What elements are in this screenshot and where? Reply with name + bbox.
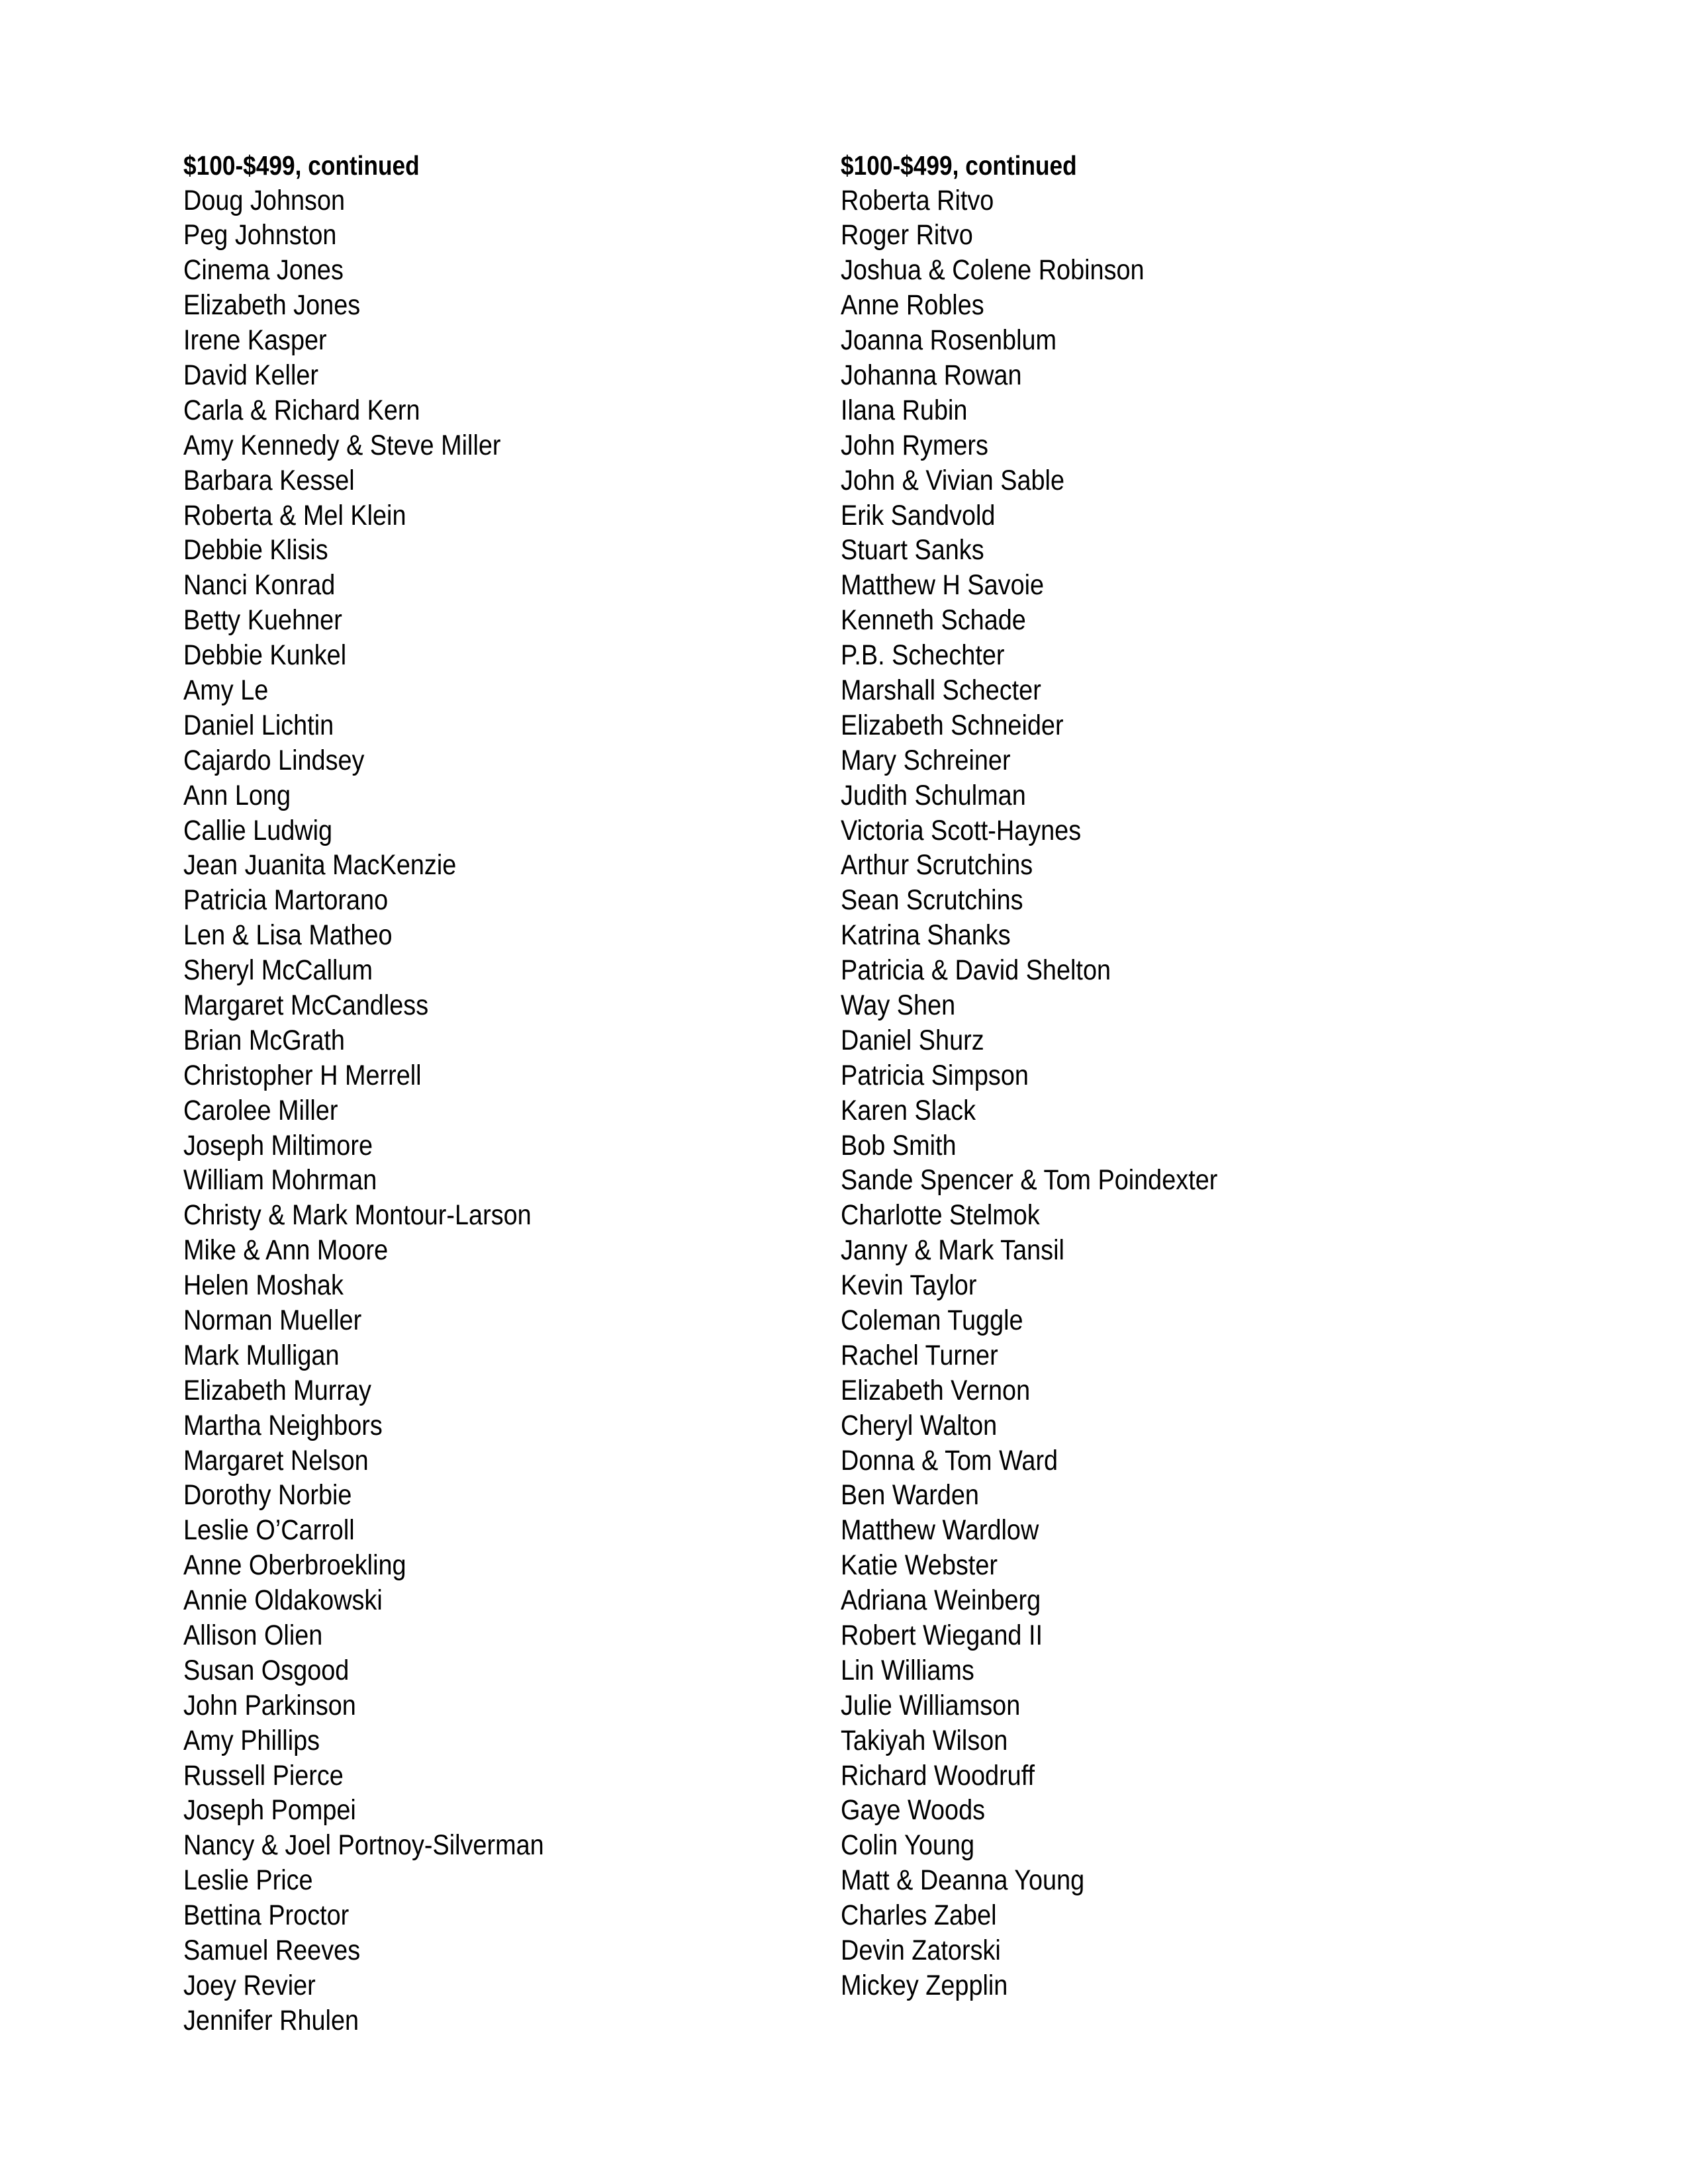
donor-name: Barbara Kessel [183, 464, 355, 496]
donor-name: Susan Osgood [183, 1654, 350, 1686]
donor-name: Katrina Shanks [841, 919, 1011, 952]
donor-name: Allison Olien [183, 1619, 323, 1652]
donor-name: Mickey Zepplin [841, 1969, 1008, 2001]
donor-name: Marshall Schecter [841, 674, 1041, 706]
donor-name: Katie Webster [841, 1549, 998, 1582]
donor-name: Charlotte Stelmok [841, 1199, 1040, 1232]
donor-name-list [841, 183, 1569, 2003]
donor-name: Gaye Woods [841, 1794, 986, 1827]
donor-name: John & Vivian Sable [841, 464, 1065, 496]
donor-name: Charles Zabel [841, 1899, 997, 1932]
donor-name: Mike & Ann Moore [183, 1234, 389, 1267]
donor-name: Ben Warden [841, 1479, 979, 1512]
donor-name: Annie Oldakowski [183, 1584, 383, 1617]
donor-name: Debbie Klisis [183, 534, 328, 567]
donor-name: Adriana Weinberg [841, 1584, 1041, 1617]
donor-name: Debbie Kunkel [183, 639, 347, 672]
donor-name: Christy & Mark Montour-Larson [183, 1199, 532, 1232]
donor-name: Sande Spencer & Tom Poindexter [841, 1164, 1218, 1197]
donor-name: Roberta & Mel Klein [183, 499, 406, 531]
donor-name: Anne Robles [841, 289, 984, 322]
donor-name: Janny & Mark Tansil [841, 1234, 1064, 1267]
donor-name: Leslie O’Carroll [183, 1514, 355, 1547]
donor-name: Brian McGrath [183, 1024, 345, 1056]
donor-name: Carolee Miller [183, 1094, 338, 1126]
donor-name: Sheryl McCallum [183, 954, 373, 987]
donor-name: Joanna Rosenblum [841, 324, 1057, 357]
donor-name: Karen Slack [841, 1094, 976, 1126]
donor-name: Margaret McCandless [183, 989, 429, 1021]
donor-name: Daniel Lichtin [183, 709, 334, 741]
donor-name: Amy Kennedy & Steve Miller [183, 429, 501, 461]
donor-name: Erik Sandvold [841, 499, 996, 531]
donor-tier-heading: $100-$499, continued [183, 150, 420, 181]
donor-name: Mary Schreiner [841, 744, 1011, 776]
donor-name: Roger Ritvo [841, 219, 973, 251]
donor-name: Ilana Rubin [841, 394, 968, 426]
donor-name: Elizabeth Schneider [841, 709, 1064, 741]
donor-name: Russell Pierce [183, 1759, 344, 1792]
donor-name: Martha Neighbors [183, 1409, 383, 1441]
donor-name: Margaret Nelson [183, 1444, 369, 1477]
donor-name: Samuel Reeves [183, 1934, 361, 1967]
donor-name: Robert Wiegand II [841, 1619, 1043, 1652]
donor-name: Cajardo Lindsey [183, 744, 365, 776]
donor-name: Elizabeth Jones [183, 289, 361, 322]
donor-name: Rachel Turner [841, 1339, 998, 1371]
donor-name: Jennifer Rhulen [183, 2004, 359, 2036]
donor-name: Roberta Ritvo [841, 184, 994, 216]
donor-name: Bob Smith [841, 1129, 957, 1161]
donor-name: William Mohrman [183, 1164, 377, 1197]
donor-name: Daniel Shurz [841, 1024, 984, 1056]
donor-name: Patricia Simpson [841, 1059, 1029, 1091]
donor-name: Devin Zatorski [841, 1934, 1001, 1967]
donor-name: Richard Woodruff [841, 1759, 1035, 1792]
donor-name: Patricia & David Shelton [841, 954, 1111, 987]
donor-name: Way Shen [841, 989, 956, 1021]
donor-name: David Keller [183, 359, 319, 391]
donor-name: Anne Oberbroekling [183, 1549, 406, 1582]
donor-name: Leslie Price [183, 1864, 313, 1897]
donor-name: Kevin Taylor [841, 1269, 977, 1302]
donor-name: Colin Young [841, 1829, 975, 1862]
donor-name: Mark Mulligan [183, 1339, 340, 1371]
donor-name: Arthur Scrutchins [841, 849, 1033, 882]
donor-name: Dorothy Norbie [183, 1479, 352, 1512]
donor-column-right [841, 148, 1569, 2003]
donor-name: John Rymers [841, 429, 988, 461]
donor-name: Kenneth Schade [841, 604, 1026, 637]
donor-name: Matt & Deanna Young [841, 1864, 1085, 1897]
donor-name: Judith Schulman [841, 779, 1026, 811]
donor-name: Elizabeth Vernon [841, 1374, 1031, 1406]
donor-name: Doug Johnson [183, 184, 346, 216]
donor-name: Stuart Sanks [841, 534, 984, 567]
donor-name: Christopher H Merrell [183, 1059, 422, 1091]
donor-name: Cheryl Walton [841, 1409, 998, 1441]
donor-name: Carla & Richard Kern [183, 394, 420, 426]
donor-name: Jean Juanita MacKenzie [183, 849, 457, 882]
donor-name: Len & Lisa Matheo [183, 919, 393, 952]
donor-name: Amy Le [183, 674, 269, 706]
donor-name: Lin Williams [841, 1654, 974, 1686]
donor-name: Joey Revier [183, 1969, 316, 2001]
donor-name: Peg Johnston [183, 219, 337, 251]
donor-name: Matthew H Savoie [841, 569, 1045, 602]
donor-name: Coleman Tuggle [841, 1304, 1023, 1336]
donor-name: Betty Kuehner [183, 604, 342, 637]
donor-name: Nanci Konrad [183, 569, 336, 602]
donor-name: Callie Ludwig [183, 814, 333, 846]
donor-name: Bettina Proctor [183, 1899, 350, 1932]
donor-name: Joseph Pompei [183, 1794, 356, 1827]
donor-name: Nancy & Joel Portnoy-Silverman [183, 1829, 544, 1862]
donor-name: Johanna Rowan [841, 359, 1022, 391]
donor-name: Ann Long [183, 779, 291, 811]
donor-name: Cinema Jones [183, 254, 344, 287]
donor-name: Takiyah Wilson [841, 1724, 1008, 1756]
donor-name: Joshua & Colene Robinson [841, 254, 1145, 287]
donor-name: John Parkinson [183, 1689, 356, 1721]
donor-tier-heading: $100-$499, continued [841, 150, 1077, 181]
donor-name: Norman Mueller [183, 1304, 362, 1336]
donor-name: P.B. Schechter [841, 639, 1005, 672]
donor-name: Donna & Tom Ward [841, 1444, 1058, 1477]
donor-column-left [183, 148, 779, 2038]
donor-name: Helen Moshak [183, 1269, 344, 1302]
donor-name: Patricia Martorano [183, 884, 389, 917]
donor-name: Julie Williamson [841, 1689, 1021, 1721]
donor-name: Matthew Wardlow [841, 1514, 1039, 1547]
donor-name: Joseph Miltimore [183, 1129, 373, 1161]
donor-name: Amy Phillips [183, 1724, 320, 1756]
donor-name: Elizabeth Murray [183, 1374, 371, 1406]
donor-name-list [183, 183, 779, 2038]
donor-name: Sean Scrutchins [841, 884, 1023, 917]
donor-name: Victoria Scott-Haynes [841, 814, 1082, 846]
donor-name: Irene Kasper [183, 324, 327, 357]
